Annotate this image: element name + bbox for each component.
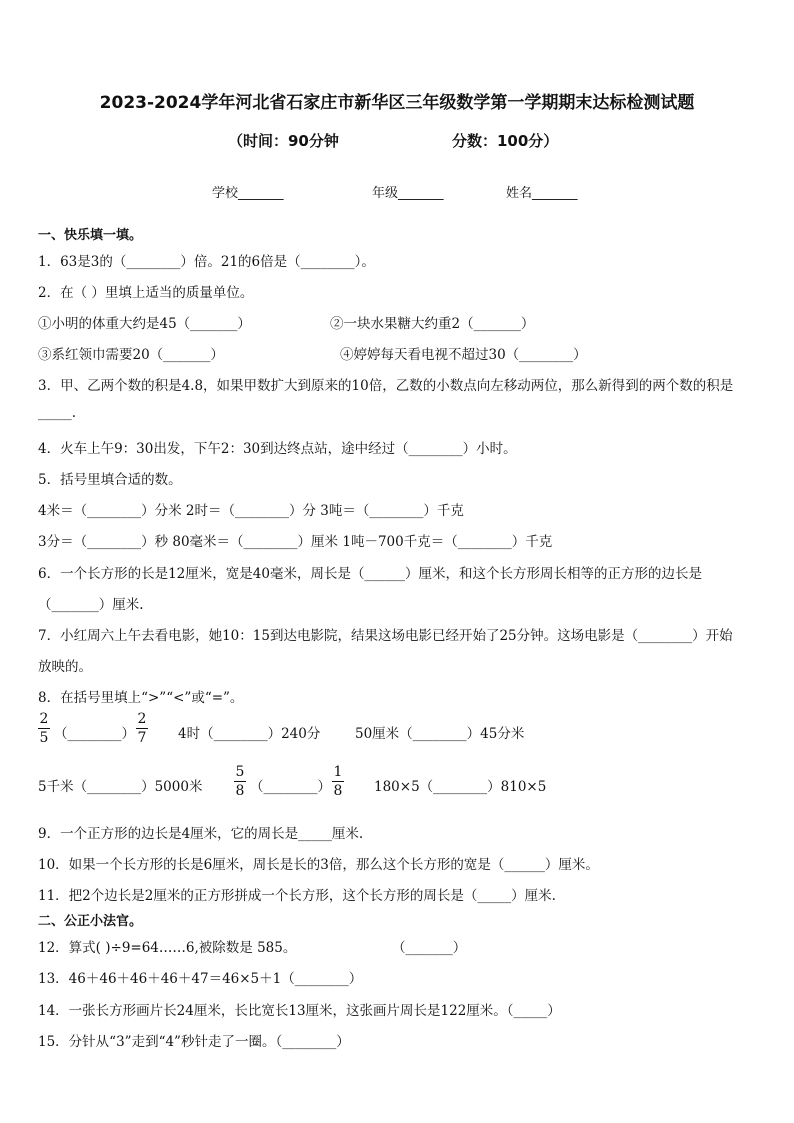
question-4: 4．火车上午9：30出发，下午2：30到达终点站，途中经过（________）小时。 xyxy=(38,441,517,457)
question-5-a: 4米＝（________）分米 2时＝（________）分 3吨＝（________）千克 xyxy=(38,503,464,519)
question-5-b: 3分＝（________）秒 80毫米＝（________）厘米 1吨－700千克＝（________）千克 xyxy=(38,534,553,550)
fraction-1-8 xyxy=(332,764,344,799)
fraction-denominator: 8 xyxy=(235,783,245,799)
question-6-blank: （_______）厘米. xyxy=(38,597,144,613)
question-7: 7．小红周六上午去看电影，她10：15到达电影院，结果这场电影已经开始了25分钟。这场电影是（________）开始 xyxy=(38,628,733,644)
grade-field: 年级_______ xyxy=(372,186,444,201)
question-7-cont: 放映的。 xyxy=(38,659,92,675)
compare-hours-minutes: 4时（________）240分 xyxy=(178,726,321,742)
fraction-numerator: 5 xyxy=(235,764,245,780)
question-6: 6．一个长方形的长是12厘米，宽是40毫米，周长是（______）厘米，和这个长方形周长相等的正方形的边长是 xyxy=(38,566,702,582)
name-field: 姓名_______ xyxy=(506,186,578,201)
fraction-bar xyxy=(234,781,246,782)
question-13: 13．46＋46＋46＋46＋47＝46×5＋1（________） xyxy=(38,971,363,987)
compare-blank: （________） xyxy=(54,726,135,742)
question-14: 14．一张长方形画片长24厘米，长比宽长13厘米，这张画片周长是122厘米。（_____） xyxy=(38,1003,561,1019)
question-3: 3．甲、乙两个数的积是4.8，如果甲数扩大到原来的10倍，乙数的小数点向左移动两位，那么新得到的两个数的积是 xyxy=(38,378,734,394)
question-2-a: ①小明的体重大约是45（_______） xyxy=(38,316,251,332)
question-10: 10．如果一个长方形的长是6厘米，周长是长的3倍，那么这个长方形的宽是（______）厘米。 xyxy=(38,857,599,873)
question-2-c: ③系红领巾需要20（_______） xyxy=(38,347,224,363)
question-8: 8．在括号里填上“>”“<”或“=”。 xyxy=(38,690,244,706)
fraction-denominator: 8 xyxy=(333,783,343,799)
exam-score: 分数：100分） xyxy=(452,132,559,150)
question-2-d: ④婷婷每天看电视不超过30（________） xyxy=(340,347,587,363)
fraction-bar xyxy=(332,781,344,782)
fraction-numerator: 2 xyxy=(39,711,49,727)
question-11: 11．把2个边长是2厘米的正方形拼成一个长方形，这个长方形的周长是（_____）厘米. xyxy=(38,888,556,904)
fraction-2-7 xyxy=(136,711,148,746)
section-heading: 一、快乐填一填。 xyxy=(38,228,143,243)
compare-cm-dm: 50厘米（________）45分米 xyxy=(355,726,525,742)
question-15: 15．分针从“3”走到“4”秒针走了一圈。（________） xyxy=(38,1034,350,1050)
section-heading: 二、公正小法官。 xyxy=(38,914,143,929)
fraction-denominator: 5 xyxy=(39,730,49,746)
fraction-denominator: 7 xyxy=(137,730,147,746)
question-2-b: ②一块水果糖大约重2（_______） xyxy=(330,316,535,332)
question-12-blank: （_______） xyxy=(392,940,467,956)
question-12: 12．算式( )÷9=64……6,被除数是 585。 xyxy=(38,940,297,956)
fraction-2-5 xyxy=(38,711,50,746)
compare-blank: （________） xyxy=(250,779,331,795)
school-field: 学校_______ xyxy=(212,186,284,201)
question-3-blank: _____. xyxy=(38,405,77,421)
exam-time: （时间：90分钟 xyxy=(228,132,339,150)
compare-products: 180×5（________）810×5 xyxy=(374,779,547,795)
question-9: 9．一个正方形的边长是4厘米，它的周长是_____厘米. xyxy=(38,826,364,842)
question-5: 5．括号里填合适的数。 xyxy=(38,472,182,488)
fraction-bar xyxy=(38,728,50,729)
question-1: 1．63是3的（________）倍。21的6倍是（________）。 xyxy=(38,254,375,270)
question-2: 2．在（ ）里填上适当的质量单位。 xyxy=(38,285,254,301)
fraction-5-8 xyxy=(234,764,246,799)
fraction-numerator: 2 xyxy=(137,711,147,727)
page-title: 2023-2024学年河北省石家庄市新华区三年级数学第一学期期末达标检测试题 xyxy=(99,93,695,113)
fraction-bar xyxy=(136,728,148,729)
fraction-numerator: 1 xyxy=(333,764,343,780)
compare-km-m: 5千米（________）5000米 xyxy=(38,779,203,795)
